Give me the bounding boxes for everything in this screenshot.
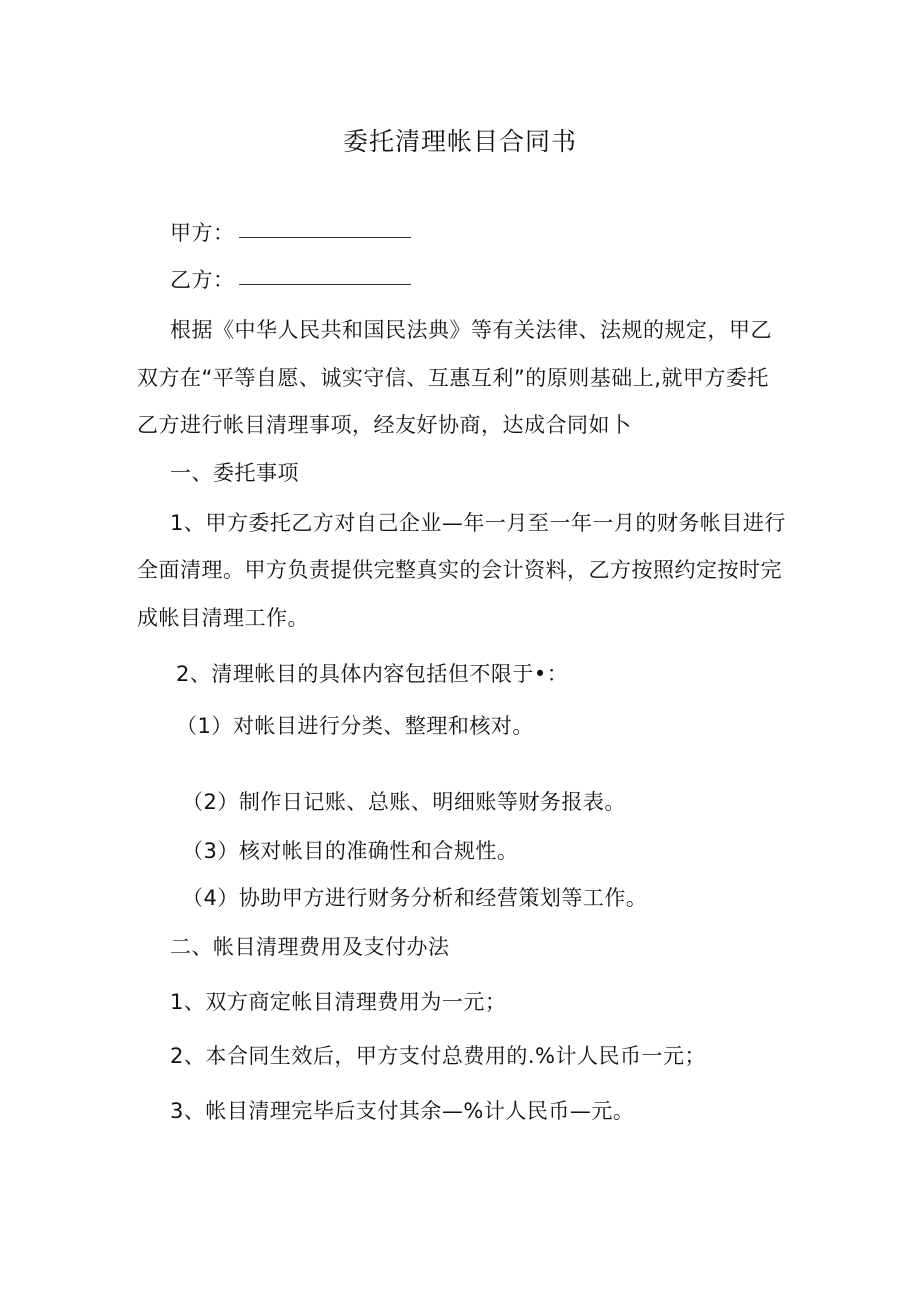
party-b-blank: [239, 283, 411, 285]
section1-sub1: （1）对帐目进行分类、整理和核对。: [176, 714, 534, 738]
section2-heading: 二、帐目清理费用及支付办法: [170, 935, 450, 959]
section1-sub3: （3）核对帐目的准确性和合规性。: [182, 839, 519, 863]
section2-item3: 3、帐目清理完毕后支付其余—%计人民币—元。: [170, 1099, 635, 1123]
party-a-blank: [239, 236, 411, 238]
section1-heading: 一、委托事项: [170, 461, 299, 485]
section1-item1-line1: 1、甲方委托乙方对自己企业—年一月至一年一月的财务帐目进行: [170, 511, 786, 535]
section2-item1: 1、双方商定帐目清理费用为一元；: [170, 990, 507, 1014]
preamble-line-1: 根据《中华人民共和国民法典》等有关法律、法规的规定，甲乙: [170, 318, 772, 342]
party-b-line: [170, 270, 411, 291]
section1-item1-line3: 成帐目清理工作。: [137, 606, 309, 630]
section2-item2: 2、本合同生效后，甲方支付总费用的.%计人民币一元；: [170, 1044, 706, 1068]
party-a-label: 甲方：: [170, 221, 235, 245]
preamble-line-3: 乙方进行帐目清理事项，经友好协商，达成合同如卜: [137, 413, 632, 437]
party-b-label: 乙方：: [170, 268, 235, 292]
section1-sub4: （4）协助甲方进行财务分析和经营策划等工作。: [182, 886, 648, 910]
section1-sub2: （2）制作日记账、总账、明细账等财务报表。: [182, 790, 626, 814]
party-a-line: [170, 223, 411, 244]
section1-item2: 2、清理帐目的具体内容包括但不限于•：: [176, 662, 569, 686]
document-title: 委托清理帐目合同书: [342, 127, 577, 156]
section1-item1-line2: 全面清理。甲方负责提供完整真实的会计资料，乙方按照约定按时完: [137, 558, 782, 582]
preamble-line-2: 双方在“平等自愿、诚实守信、互惠互利”的原则基础上,就甲方委托: [137, 366, 769, 390]
